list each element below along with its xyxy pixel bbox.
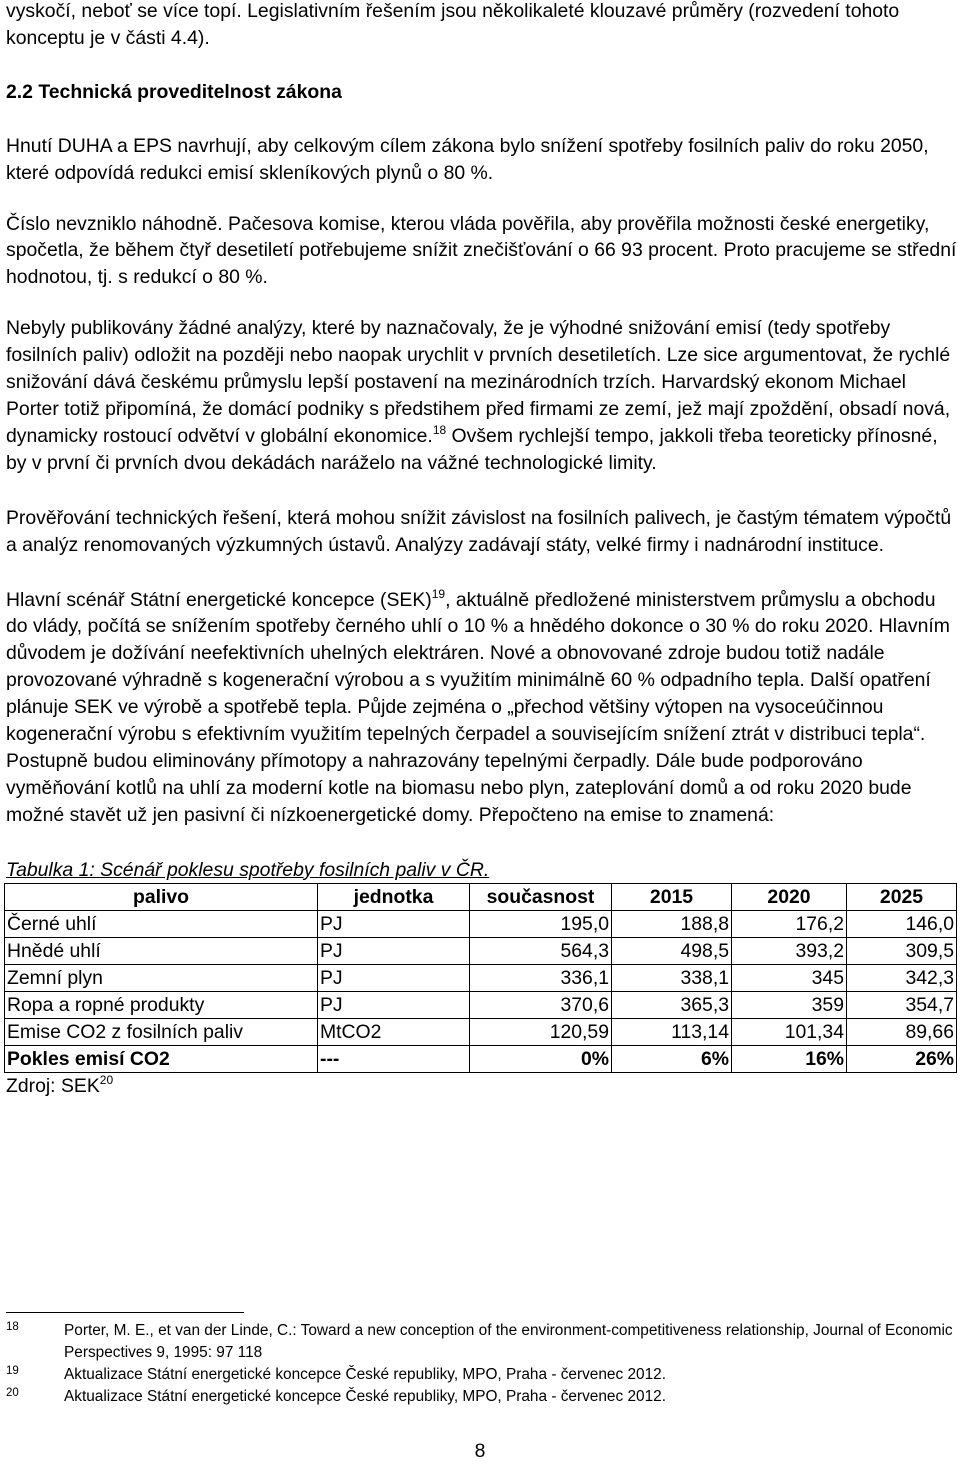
paragraph-sek-text-cont: , aktuálně předložené ministerstvem průmyslu a obchodu do vlády, počítá se snížením spotřeby černého uhlí o 10 % a hnědého dokonce o 30 % do roku 2020. Hlavním důvodem je dožívání neefektivních uhelných elektráren. Nové a obnovované zdroje budou totiž nadále provozované výhradně s kogenerační výrobou a s využitím minimálně 60 % odpadního tepla. Další opatření plánuje SEK ve výrobě a spotřebě tepla. Půjde zejména o „přechod většiny výtopen na vysoceúčinnou kogenerační výrobu s efektivním využitím tepelných čerpadel a souvisejícím snížení ztrát v distribuci tepla“. Postupně budou eliminovány přímotopy a nahrazovány tepelnými čerpadly. Dále bude podporováno vyměňování kotlů na uhlí za moderní kotle na biomasu nebo plyn, zateplování domů a od roku 2020 bude možné stavět už jen pasivní či nízkoenergetické domy. Přepočteno na emise to znamená: bbox=[6, 588, 950, 826]
footnote-number: 19 bbox=[6, 1365, 19, 1377]
footnotes bbox=[6, 1320, 958, 1408]
footnote-ref-18[interactable]: 18 bbox=[432, 422, 447, 437]
table-cell: Emise CO2 z fosilních paliv bbox=[5, 1018, 318, 1045]
table-cell: 365,3 bbox=[612, 991, 732, 1018]
column-header: současnost bbox=[470, 883, 612, 910]
fuel-consumption-table bbox=[4, 883, 957, 1073]
table-cell: 6% bbox=[612, 1045, 732, 1072]
table-source-label: Zdroj: SEK bbox=[6, 1074, 100, 1097]
table-cell: 338,1 bbox=[612, 964, 732, 991]
table-cell: 336,1 bbox=[470, 964, 612, 991]
table-row bbox=[5, 910, 957, 937]
table-cell: MtCO2 bbox=[318, 1018, 470, 1045]
table-cell: --- bbox=[318, 1045, 470, 1072]
footnote-text: Aktualizace Státní energetické koncepce České republiky, MPO, Praha - červenec 2012. bbox=[64, 1366, 666, 1383]
table-cell: 370,6 bbox=[470, 991, 612, 1018]
paragraph-number-origin: Číslo nevzniklo náhodně. Pačesova komise, kterou vláda pověřila, aby prověřila možnosti české energetiky, spočetla, že během čtyř desetiletí potřebujeme snížit znečišťování o 66 93 procent. Proto pracujeme se střední hodnotou, tj. s redukcí o 80 %. bbox=[6, 212, 957, 289]
table-row bbox=[5, 964, 957, 991]
table-cell: 393,2 bbox=[732, 937, 847, 964]
table-row bbox=[5, 1018, 957, 1045]
footnote-text: Aktualizace Státní energetické koncepce České republiky, MPO, Praha - červenec 2012. bbox=[64, 1388, 666, 1405]
footnote-number: 20 bbox=[6, 1387, 19, 1399]
footnote-number: 18 bbox=[6, 1321, 19, 1333]
table-cell: 195,0 bbox=[470, 910, 612, 937]
table-cell: 176,2 bbox=[732, 910, 847, 937]
table-cell: 16% bbox=[732, 1045, 847, 1072]
table-cell: 309,5 bbox=[847, 937, 957, 964]
table-cell: PJ bbox=[318, 964, 470, 991]
paragraph-sek-text: Hlavní scénář Státní energetické koncepce (SEK) bbox=[6, 588, 432, 611]
column-header: palivo bbox=[5, 883, 318, 910]
table-cell: Pokles emisí CO2 bbox=[5, 1045, 318, 1072]
footnote-ref-19[interactable]: 19 bbox=[431, 586, 446, 601]
column-header: 2015 bbox=[612, 883, 732, 910]
table-cell: PJ bbox=[318, 910, 470, 937]
table-cell: 26% bbox=[847, 1045, 957, 1072]
paragraph-analyses-text: Nebyly publikovány žádné analýzy, které by naznačovaly, že je výhodné snižování emisí (tedy spotřeby fosilních paliv) odložit na později nebo naopak urychlit v prvních desetiletích. Lze sice argumentovat, že rychlé snižování dává českému průmyslu lepší postavení na mezinárodních trzích. Harvardský ekonom Michael Porter totiž připomíná, že domácí podniky s předstihem před firmami ze zemí, jež mají zpoždění, obsadí nová, dynamicky rostoucí odvětví v globální ekonomice. bbox=[6, 317, 951, 447]
table-row bbox=[5, 937, 957, 964]
table-caption: Tabulka 1: Scénář poklesu spotřeby fosilních paliv v ČR. bbox=[6, 858, 490, 881]
table-source bbox=[6, 1073, 958, 1099]
table-cell: 498,5 bbox=[612, 937, 732, 964]
table-cell: 120,59 bbox=[470, 1018, 612, 1045]
table-cell: 146,0 bbox=[847, 910, 957, 937]
table-cell: 354,7 bbox=[847, 991, 957, 1018]
paragraph-analyses-text-cont: Ovšem rychlejší tempo, jakkoli třeba teoreticky přínosné, by v první či prvních dvou dekádách naráželo na vážné technologické limity. bbox=[6, 424, 938, 474]
footnote-text: Porter, M. E., et van der Linde, C.: Toward a new conception of the environment-competitiveness relationship, Journal of Economic Perspectives 9, 1995: 97 118 bbox=[64, 1322, 953, 1361]
table-cell: 564,3 bbox=[470, 937, 612, 964]
footnote-18 bbox=[6, 1320, 958, 1364]
footnote-divider bbox=[6, 1312, 244, 1313]
table-header-row bbox=[5, 883, 957, 910]
footnote-19 bbox=[6, 1364, 958, 1386]
table-cell: 342,3 bbox=[847, 964, 957, 991]
table-cell: PJ bbox=[318, 937, 470, 964]
table-row bbox=[5, 991, 957, 1018]
table-cell: 345 bbox=[732, 964, 847, 991]
table-cell: 188,8 bbox=[612, 910, 732, 937]
column-header: 2020 bbox=[732, 883, 847, 910]
table-cell: Ropa a ropné produkty bbox=[5, 991, 318, 1018]
paragraph-goal: Hnutí DUHA a EPS navrhují, aby celkovým cílem zákona bylo snížení spotřeby fosilních paliv do roku 2050, které odpovídá redukci emisí skleníkových plynů o 80 %. bbox=[6, 134, 929, 184]
table-cell: Černé uhlí bbox=[5, 910, 318, 937]
table-cell: 0% bbox=[470, 1045, 612, 1072]
table-cell: Hnědé uhlí bbox=[5, 937, 318, 964]
table-cell: 89,66 bbox=[847, 1018, 957, 1045]
table-cell: PJ bbox=[318, 991, 470, 1018]
document-page bbox=[6, 0, 958, 1405]
paragraph-intro: vyskočí, neboť se více topí. Legislativním řešením jsou několikaleté klouzavé průměry (rozvedení tohoto konceptu je v části 4.4). bbox=[6, 0, 900, 49]
footnote-20 bbox=[6, 1386, 958, 1408]
paragraph-analyses bbox=[6, 315, 958, 476]
paragraph-technical-solutions: Prověřování technických řešení, která mohou snížit závislost na fosilních palivech, je častým tématem výpočtů a analýz renomovaných výzkumných ústavů. Analýzy zadávají státy, velké firmy i nadnárodní instituce. bbox=[6, 506, 952, 556]
column-header: jednotka bbox=[318, 883, 470, 910]
section-heading: 2.2 Technická proveditelnost zákona bbox=[6, 80, 342, 103]
table-cell: 113,14 bbox=[612, 1018, 732, 1045]
table-row-total bbox=[5, 1045, 957, 1072]
footnote-ref-20[interactable]: 20 bbox=[99, 1072, 114, 1087]
paragraph-sek-scenario bbox=[6, 587, 958, 829]
page-number: 8 bbox=[474, 1440, 486, 1462]
column-header: 2025 bbox=[847, 883, 957, 910]
table-cell: 101,34 bbox=[732, 1018, 847, 1045]
table-cell: Zemní plyn bbox=[5, 964, 318, 991]
table-cell: 359 bbox=[732, 991, 847, 1018]
